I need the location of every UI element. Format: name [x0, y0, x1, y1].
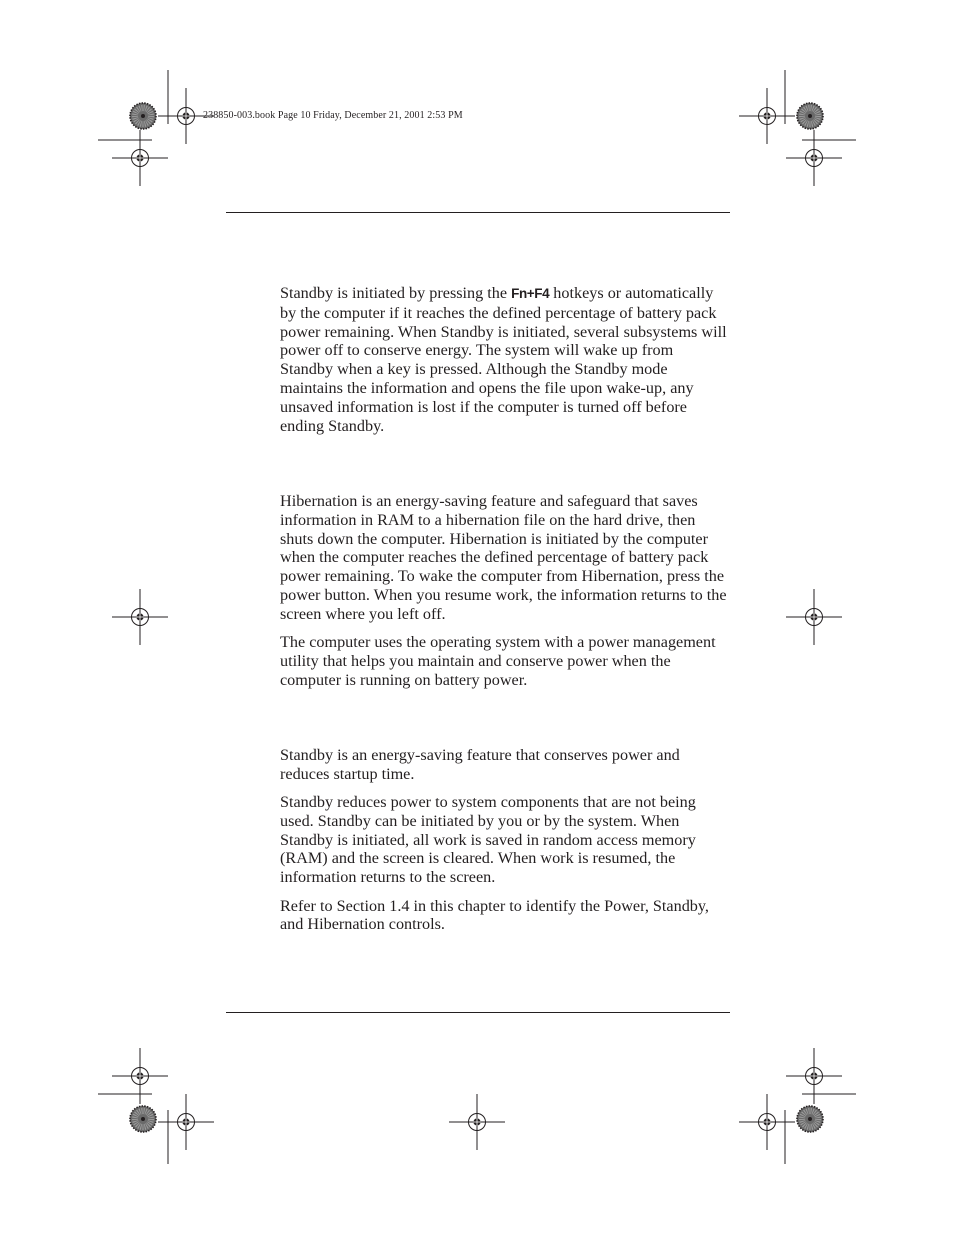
- paragraph: Refer to Section 1.4 in this chapter to identify the Power, Standby, and Hibernation controls.: [280, 896, 709, 934]
- registration-mark-icon: [112, 589, 168, 645]
- standby-hotkey-section: [280, 284, 730, 435]
- sunburst-mark-icon: [797, 103, 823, 129]
- paragraph: The computer uses the operating system with a power management utility that helps you maintain and conserve power when the computer is running on battery power.: [280, 633, 716, 689]
- book-slug-line: 238850-003.book Page 10 Friday, December 21, 2001 2:53 PM: [203, 110, 463, 121]
- sunburst-mark-icon: [797, 1106, 823, 1132]
- registration-mark-icon: [786, 1048, 842, 1104]
- header-rule: [226, 212, 730, 213]
- registration-mark-icon: [786, 130, 842, 186]
- standby-section: [280, 746, 730, 934]
- paragraph-text: Standby is initiated by pressing the: [280, 284, 512, 302]
- footer-rule: [226, 1012, 730, 1013]
- paragraph: Hibernation is an energy-saving feature and safeguard that saves information in RAM to a hibernation file on the hard drive, then shuts down the computer. Hibernation is initiated by the computer when the computer reaches the defined percentage of battery pack power remaining. To wake the computer from Hibernation, press the power button. When you resume work, the information returns to the screen where you left off.: [280, 492, 727, 623]
- registration-mark-icon: [112, 1048, 168, 1104]
- registration-mark-icon: [158, 1094, 214, 1150]
- registration-mark-icon: [449, 1094, 505, 1150]
- hibernation-section: [280, 492, 730, 689]
- sunburst-mark-icon: [130, 1106, 156, 1132]
- paragraph: [280, 284, 730, 435]
- paragraph: Standby is an energy-saving feature that conserves power and reduces startup time.: [280, 746, 680, 783]
- fn-f4-hotkey: Fn+F4: [511, 286, 550, 301]
- paragraph: Standby reduces power to system components that are not being used. Standby can be initiated by you or by the system. When Standby is initiated, all work is saved in random access memory (RAM) and the screen is cleared. When work is resumed, the information returns to the screen.: [280, 793, 696, 887]
- paragraph-text: hotkeys or automatically by the computer if it reaches the defined percentage of battery pack power remaining. When Standby is initiated, several subsystems will power off to conserve energy. The system will wake up from Standby when a key is pressed. Although the Standby mode maintains the information and opens the file upon wake-up, any unsaved information is lost if the computer is turned off before ending Standby.: [280, 284, 727, 435]
- registration-mark-icon: [739, 1094, 795, 1150]
- registration-mark-icon: [786, 589, 842, 645]
- registration-mark-icon: [739, 88, 795, 144]
- registration-mark-icon: [112, 130, 168, 186]
- sunburst-mark-icon: [130, 103, 156, 129]
